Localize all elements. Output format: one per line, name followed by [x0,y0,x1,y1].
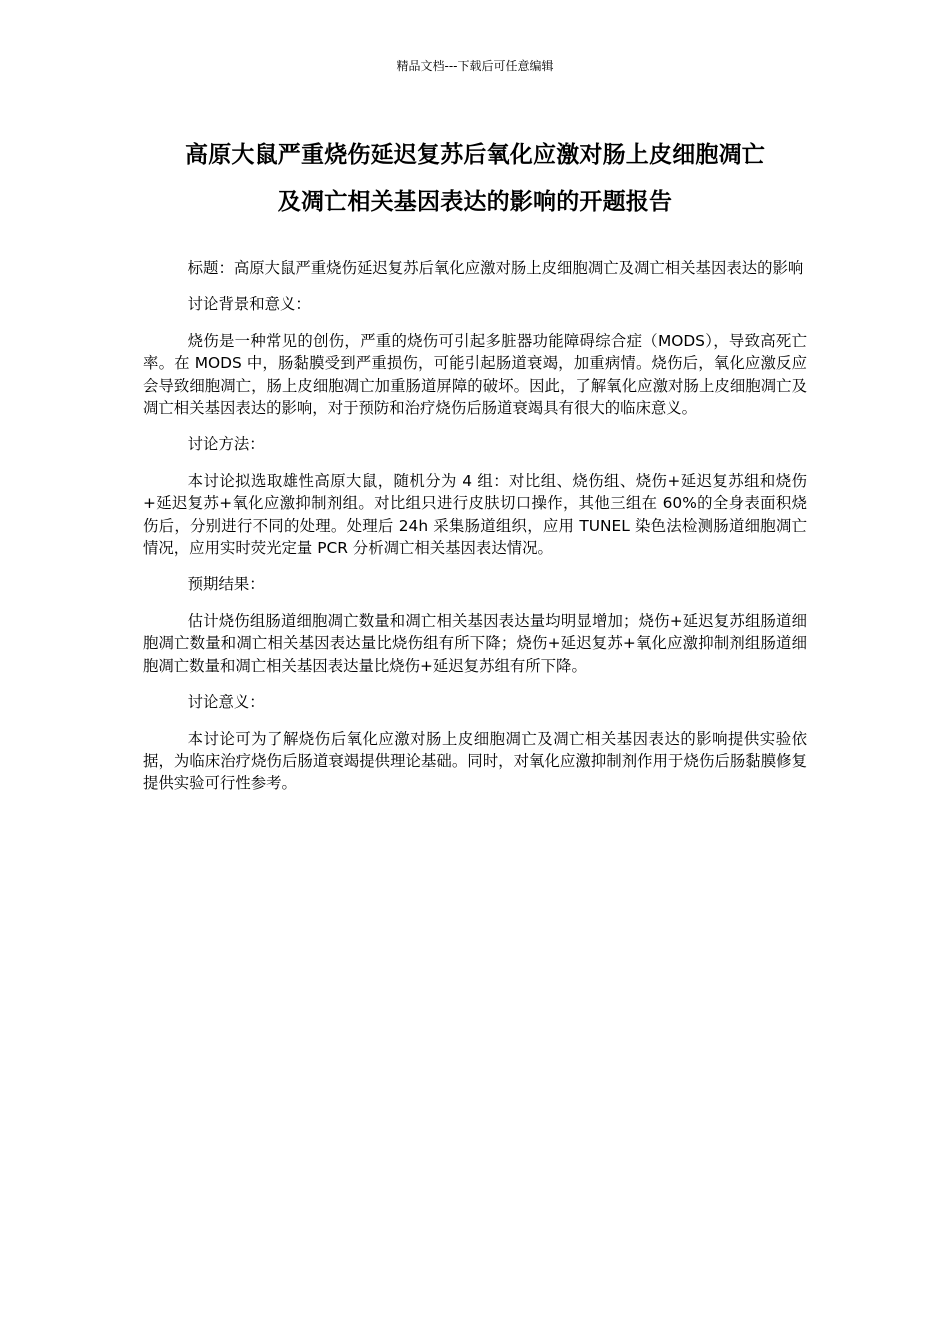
document-title [120,132,830,226]
significance-paragraph: 本讨论可为了解烧伤后氧化应激对肠上皮细胞凋亡及凋亡相关基因表达的影响提供实验依据，为临床治疗烧伤后肠道衰竭提供理论基础。同时，对氧化应激抑制剂作用于烧伤后肠黏膜修复提供实验可行性参考。 [143,729,807,793]
methods-paragraph: 本讨论拟选取雄性高原大鼠，随机分为 4 组：对比组、烧伤组、烧伤+延迟复苏组和烧伤+延迟复苏+氧化应激抑制剂组。对比组只进行皮肤切口操作，其他三组在 60%的全身表面积烧伤后，分别进行不同的处理。处理后 24h 采集肠道组织，应用 TUNEL 染色法检测肠道细胞凋亡情况，应用实时荧光定量 PCR 分析凋亡相关基因表达情况。 [143,471,807,558]
subject-line: 标题：高原大鼠严重烧伤延迟复苏后氧化应激对肠上皮细胞凋亡及凋亡相关基因表达的影响 [187,259,804,277]
title-line-1: 高原大鼠严重烧伤延迟复苏后氧化应激对肠上皮细胞凋亡 [185,142,765,168]
section-heading-significance: 讨论意义： [187,693,265,712]
section-heading-methods: 讨论方法： [187,435,265,454]
expected-results-paragraph: 估计烧伤组肠道细胞凋亡数量和凋亡相关基因表达量均明显增加；烧伤+延迟复苏组肠道细胞凋亡数量和凋亡相关基因表达量比烧伤组有所下降；烧伤+延迟复苏+氧化应激抑制剂组肠道细胞凋亡数量和凋亡相关基因表达量比烧伤+延迟复苏组有所下降。 [143,611,807,675]
document-body [143,257,807,809]
background-paragraph: 烧伤是一种常见的创伤，严重的烧伤可引起多脏器功能障碍综合症（MODS），导致高死亡率。在 MODS 中，肠黏膜受到严重损伤，可能引起肠道衰竭，加重病情。烧伤后，氧化应激反应会导致细胞凋亡，肠上皮细胞凋亡加重肠道屏障的破坏。因此，了解氧化应激对肠上皮细胞凋亡及凋亡相关基因表达的影响，对于预防和治疗烧伤后肠道衰竭具有很大的临床意义。 [143,331,807,418]
title-line-2: 及凋亡相关基因表达的影响的开题报告 [277,189,673,215]
section-heading-background: 讨论背景和意义： [187,295,311,314]
section-heading-expected-results: 预期结果： [187,575,265,594]
page-header: 精品文档---下载后可任意编辑 [396,59,554,73]
